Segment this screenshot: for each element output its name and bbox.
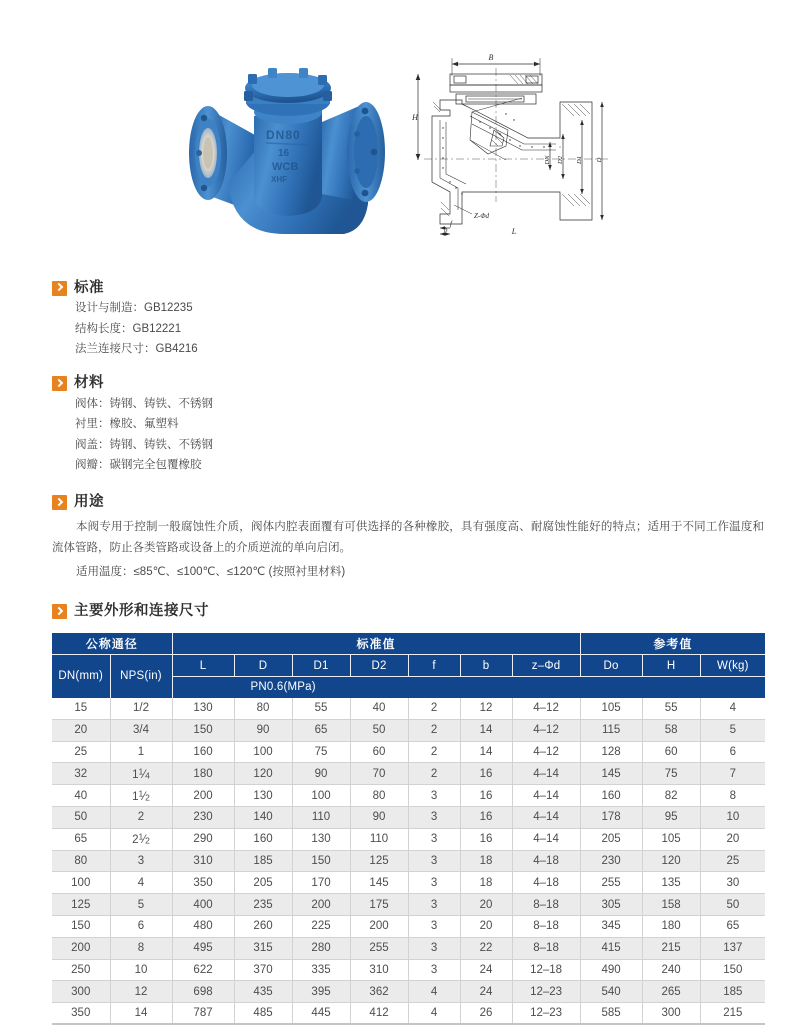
chevron-right-icon — [52, 495, 67, 510]
table-cell-w-kg: 65 — [700, 915, 765, 937]
table-cell-b: 16 — [460, 785, 512, 807]
table-cell-dn-mm: 50 — [52, 806, 110, 828]
table-body — [52, 698, 765, 1025]
table-cell-h: 215 — [642, 937, 700, 959]
table-cell-d1: 280 — [292, 937, 350, 959]
table-cell-d2: 70 — [350, 763, 408, 785]
table-row — [52, 981, 765, 1003]
table-row — [52, 806, 765, 828]
table-cell-d2: 80 — [350, 785, 408, 807]
table-cell-b: 12 — [460, 698, 512, 720]
table-cell-w-kg: 8 — [700, 785, 765, 807]
section-usage — [0, 493, 800, 583]
table-cell-f: 3 — [408, 828, 460, 850]
table-cell-b: 14 — [460, 741, 512, 763]
table-cell-w-kg: 137 — [700, 937, 765, 959]
table-cell-do: 585 — [580, 1003, 642, 1025]
spec-line: 法兰连接尺寸：GB4216 — [75, 339, 800, 360]
table-cell-do: 205 — [580, 828, 642, 850]
table-cell-h: 58 — [642, 719, 700, 741]
col-header-dn: DN(mm) — [52, 655, 110, 698]
table-cell-w-kg: 7 — [700, 763, 765, 785]
col-header-d1: D1 — [292, 655, 350, 677]
group-header-nominal-diameter: 公称通径 — [52, 633, 172, 655]
table-cell-h: 120 — [642, 850, 700, 872]
usage-heading — [52, 493, 800, 513]
table-row — [52, 763, 765, 785]
table-head — [52, 633, 765, 698]
svg-text:f: f — [450, 220, 453, 228]
table-cell-d1: 200 — [292, 894, 350, 916]
table-cell-f: 3 — [408, 894, 460, 916]
table-cell-nps-in: $1^1⁄_2$ — [110, 785, 172, 807]
table-cell-h: 265 — [642, 981, 700, 1003]
section-dimensions — [0, 602, 800, 622]
table-cell-f: 2 — [408, 741, 460, 763]
chevron-right-icon — [52, 604, 67, 619]
col-header-f: f — [408, 655, 460, 677]
table-cell-l: 130 — [172, 698, 234, 720]
table-cell-dn-mm: 32 — [52, 763, 110, 785]
table-cell-w-kg: 215 — [700, 1003, 765, 1025]
standard-list — [52, 298, 800, 360]
svg-text:B: B — [489, 53, 494, 62]
table-cell-nps-in: 4 — [110, 872, 172, 894]
table-cell-dn-mm: 300 — [52, 981, 110, 1003]
table-cell-d1: 55 — [292, 698, 350, 720]
table-cell-w-kg: 4 — [700, 698, 765, 720]
material-heading — [52, 374, 800, 394]
dimensions-heading — [52, 602, 800, 622]
table-cell-d1: 335 — [292, 959, 350, 981]
table-cell-d2: 40 — [350, 698, 408, 720]
table-cell-w-kg: 6 — [700, 741, 765, 763]
table-group-header-row — [52, 633, 765, 655]
table-cell-h: 240 — [642, 959, 700, 981]
dimensions-title: 主要外形和连接尺寸 — [74, 604, 209, 619]
table-column-header-row — [52, 655, 765, 677]
table-cell-w-kg: 50 — [700, 894, 765, 916]
table-cell-b: 24 — [460, 959, 512, 981]
table-cell-l: 350 — [172, 872, 234, 894]
table-cell-do: 255 — [580, 872, 642, 894]
table-cell-l: 200 — [172, 785, 234, 807]
table-cell-d1: 395 — [292, 981, 350, 1003]
svg-text:H: H — [411, 113, 419, 122]
table-cell-d1: 65 — [292, 719, 350, 741]
table-cell-d2: 310 — [350, 959, 408, 981]
table-cell-dn-mm: 250 — [52, 959, 110, 981]
table-cell-b: 16 — [460, 763, 512, 785]
table-cell-do: 160 — [580, 785, 642, 807]
table-cell-d2: 125 — [350, 850, 408, 872]
table-cell-d: 120 — [234, 763, 292, 785]
col-header-w: W(kg) — [700, 655, 765, 677]
spec-line: 阀瓣：碳钢完全包覆橡胶 — [75, 455, 800, 476]
table-cell-d: 235 — [234, 894, 292, 916]
table-cell-h: 82 — [642, 785, 700, 807]
table-cell-z-d: 4–14 — [512, 785, 580, 807]
svg-text:D: D — [596, 157, 603, 163]
table-cell-d2: 362 — [350, 981, 408, 1003]
table-cell-d: 185 — [234, 850, 292, 872]
table-cell-l: 400 — [172, 894, 234, 916]
svg-text:DN80: DN80 — [266, 128, 301, 142]
svg-text:b: b — [444, 226, 448, 234]
usage-paragraph: 本阀专用于控制一般腐蚀性介质，阀体内腔表面覆有可供选择的各种橡胶，具有强度高、耐腐蚀性能好的特点；适用于不同工作温度和流体管路，防止各类管路或设备上的介质逆流的单向启闭。 — [52, 517, 800, 559]
table-cell-d: 485 — [234, 1003, 292, 1025]
table-cell-f: 3 — [408, 850, 460, 872]
table-cell-f: 2 — [408, 698, 460, 720]
table-cell-d1: 100 — [292, 785, 350, 807]
table-cell-l: 150 — [172, 719, 234, 741]
svg-text:16: 16 — [278, 148, 290, 159]
table-cell-nps-in: $2^1⁄_2$ — [110, 828, 172, 850]
table-cell-do: 105 — [580, 698, 642, 720]
svg-text:L: L — [511, 227, 517, 236]
table-cell-do: 345 — [580, 915, 642, 937]
table-cell-z-d: 12–23 — [512, 1003, 580, 1025]
table-cell-d2: 145 — [350, 872, 408, 894]
table-cell-w-kg: 150 — [700, 959, 765, 981]
table-cell-do: 178 — [580, 806, 642, 828]
table-cell-dn-mm: 15 — [52, 698, 110, 720]
table-cell-f: 3 — [408, 872, 460, 894]
table-cell-h: 60 — [642, 741, 700, 763]
table-cell-z-d: 12–18 — [512, 959, 580, 981]
table-cell-d: 260 — [234, 915, 292, 937]
table-cell-h: 180 — [642, 915, 700, 937]
table-cell-l: 480 — [172, 915, 234, 937]
table-row — [52, 872, 765, 894]
table-cell-f: 3 — [408, 785, 460, 807]
table-cell-b: 16 — [460, 806, 512, 828]
pressure-rating-band: PN0.6(MPa) — [172, 677, 765, 698]
table-cell-h: 75 — [642, 763, 700, 785]
table-cell-w-kg: 30 — [700, 872, 765, 894]
table-cell-dn-mm: 80 — [52, 850, 110, 872]
table-cell-do: 145 — [580, 763, 642, 785]
chevron-right-icon — [52, 376, 67, 391]
spec-line: 阀盖：铸钢、铸铁、不锈钢 — [75, 435, 800, 456]
table-cell-b: 18 — [460, 872, 512, 894]
table-cell-d: 435 — [234, 981, 292, 1003]
table-cell-d: 140 — [234, 806, 292, 828]
table-cell-d: 205 — [234, 872, 292, 894]
table-row — [52, 719, 765, 741]
col-header-nps: NPS(in) — [110, 655, 172, 698]
dimensions-table-wrap — [0, 633, 800, 1025]
table-cell-b: 20 — [460, 915, 512, 937]
table-cell-f: 2 — [408, 719, 460, 741]
table-cell-dn-mm: 65 — [52, 828, 110, 850]
svg-text:D2: D2 — [557, 155, 564, 165]
table-row — [52, 785, 765, 807]
col-header-l: L — [172, 655, 234, 677]
table-cell-d: 160 — [234, 828, 292, 850]
table-cell-d1: 445 — [292, 1003, 350, 1025]
table-cell-d: 130 — [234, 785, 292, 807]
table-cell-z-d: 4–14 — [512, 828, 580, 850]
table-cell-d: 80 — [234, 698, 292, 720]
table-cell-d2: 412 — [350, 1003, 408, 1025]
table-cell-w-kg: 25 — [700, 850, 765, 872]
table-row — [52, 741, 765, 763]
table-cell-d1: 75 — [292, 741, 350, 763]
table-cell-f: 3 — [408, 915, 460, 937]
valve-photo — [168, 44, 418, 254]
table-row — [52, 915, 765, 937]
col-header-h: H — [642, 655, 700, 677]
group-header-reference-values: 参考值 — [580, 633, 765, 655]
table-cell-dn-mm: 100 — [52, 872, 110, 894]
table-cell-f: 2 — [408, 763, 460, 785]
table-cell-l: 230 — [172, 806, 234, 828]
svg-text:WCB: WCB — [272, 161, 298, 173]
table-cell-f: 3 — [408, 806, 460, 828]
table-cell-z-d: 4–14 — [512, 806, 580, 828]
table-cell-z-d: 12–23 — [512, 981, 580, 1003]
table-cell-do: 540 — [580, 981, 642, 1003]
table-cell-h: 55 — [642, 698, 700, 720]
table-cell-f: 3 — [408, 959, 460, 981]
col-header-b: b — [460, 655, 512, 677]
table-row — [52, 850, 765, 872]
table-cell-d2: 90 — [350, 806, 408, 828]
table-cell-dn-mm: 20 — [52, 719, 110, 741]
spec-line: 设计与制造：GB12235 — [75, 298, 800, 319]
section-material — [0, 374, 800, 476]
table-cell-z-d: 4–18 — [512, 872, 580, 894]
table-cell-dn-mm: 150 — [52, 915, 110, 937]
table-cell-nps-in: 5 — [110, 894, 172, 916]
table-cell-l: 180 — [172, 763, 234, 785]
spec-line: 结构长度：GB12221 — [75, 319, 800, 340]
table-row — [52, 828, 765, 850]
table-cell-f: 4 — [408, 1003, 460, 1025]
section-standard — [0, 278, 800, 360]
col-header-do: Do — [580, 655, 642, 677]
table-cell-l: 160 — [172, 741, 234, 763]
table-cell-l: 495 — [172, 937, 234, 959]
table-cell-d: 90 — [234, 719, 292, 741]
svg-text:XHF: XHF — [271, 175, 287, 184]
usage-title: 用途 — [74, 495, 104, 510]
table-cell-d1: 170 — [292, 872, 350, 894]
chevron-right-icon — [52, 281, 67, 296]
table-cell-h: 300 — [642, 1003, 700, 1025]
table-cell-d2: 110 — [350, 828, 408, 850]
table-cell-nps-in: 6 — [110, 915, 172, 937]
table-cell-h: 158 — [642, 894, 700, 916]
table-cell-dn-mm: 350 — [52, 1003, 110, 1025]
standard-title: 标准 — [74, 281, 104, 296]
table-cell-b: 22 — [460, 937, 512, 959]
table-cell-do: 230 — [580, 850, 642, 872]
table-cell-nps-in: 14 — [110, 1003, 172, 1025]
table-cell-z-d: 4–18 — [512, 850, 580, 872]
svg-text:D1: D1 — [576, 156, 583, 165]
table-cell-do: 490 — [580, 959, 642, 981]
spec-line: 衬里：橡胶、氟塑料 — [75, 414, 800, 435]
table-cell-d2: 255 — [350, 937, 408, 959]
table-cell-z-d: 4–12 — [512, 741, 580, 763]
table-cell-w-kg: 10 — [700, 806, 765, 828]
table-cell-f: 3 — [408, 937, 460, 959]
table-cell-w-kg: 185 — [700, 981, 765, 1003]
col-header-zphid: z–Φd — [512, 655, 580, 677]
group-header-standard-values: 标准值 — [172, 633, 580, 655]
table-cell-do: 305 — [580, 894, 642, 916]
table-cell-l: 622 — [172, 959, 234, 981]
table-cell-nps-in: 10 — [110, 959, 172, 981]
table-cell-d: 100 — [234, 741, 292, 763]
table-cell-nps-in: 12 — [110, 981, 172, 1003]
table-cell-d2: 200 — [350, 915, 408, 937]
table-cell-h: 105 — [642, 828, 700, 850]
table-cell-nps-in: 2 — [110, 806, 172, 828]
table-cell-nps-in: 1 — [110, 741, 172, 763]
table-cell-w-kg: 20 — [700, 828, 765, 850]
table-row — [52, 698, 765, 720]
spec-line: 阀体：铸钢、铸铁、不锈钢 — [75, 394, 800, 415]
table-cell-l: 310 — [172, 850, 234, 872]
table-cell-z-d: 4–12 — [512, 698, 580, 720]
table-cell-z-d: 8–18 — [512, 894, 580, 916]
table-cell-d1: 225 — [292, 915, 350, 937]
table-cell-d1: 90 — [292, 763, 350, 785]
usage-temperature: 适用温度：≤85℃、≤100℃、≤120℃ (按照衬里材料) — [52, 562, 800, 583]
table-cell-nps-in: 1/2 — [110, 698, 172, 720]
table-cell-w-kg: 5 — [700, 719, 765, 741]
col-header-d2: D2 — [350, 655, 408, 677]
table-row — [52, 894, 765, 916]
table-cell-d1: 150 — [292, 850, 350, 872]
table-cell-z-d: 8–18 — [512, 937, 580, 959]
dimensions-table — [52, 633, 765, 1025]
table-cell-dn-mm: 25 — [52, 741, 110, 763]
table-cell-h: 95 — [642, 806, 700, 828]
col-header-d: D — [234, 655, 292, 677]
table-cell-d: 370 — [234, 959, 292, 981]
table-row — [52, 937, 765, 959]
table-cell-d: 315 — [234, 937, 292, 959]
table-cell-b: 26 — [460, 1003, 512, 1025]
table-cell-l: 787 — [172, 1003, 234, 1025]
table-cell-d2: 60 — [350, 741, 408, 763]
table-cell-nps-in: 8 — [110, 937, 172, 959]
svg-text:DN: DN — [544, 155, 551, 166]
table-cell-d1: 130 — [292, 828, 350, 850]
valve-drawing — [410, 42, 635, 237]
table-cell-b: 24 — [460, 981, 512, 1003]
material-title: 材料 — [74, 376, 104, 391]
table-cell-b: 18 — [460, 850, 512, 872]
table-cell-dn-mm: 200 — [52, 937, 110, 959]
table-cell-z-d: 4–12 — [512, 719, 580, 741]
table-cell-d1: 110 — [292, 806, 350, 828]
svg-text:Z-Φd: Z-Φd — [474, 212, 490, 220]
table-cell-z-d: 4–14 — [512, 763, 580, 785]
table-cell-b: 14 — [460, 719, 512, 741]
figures-area — [0, 0, 800, 262]
table-cell-l: 698 — [172, 981, 234, 1003]
table-cell-b: 20 — [460, 894, 512, 916]
table-cell-do: 115 — [580, 719, 642, 741]
table-cell-z-d: 8–18 — [512, 915, 580, 937]
table-cell-l: 290 — [172, 828, 234, 850]
table-row — [52, 1003, 765, 1025]
table-cell-nps-in: 3 — [110, 850, 172, 872]
table-cell-do: 128 — [580, 741, 642, 763]
table-row — [52, 959, 765, 981]
table-cell-nps-in: 3/4 — [110, 719, 172, 741]
table-cell-nps-in: $1^1⁄_4$ — [110, 763, 172, 785]
table-cell-b: 16 — [460, 828, 512, 850]
material-list — [52, 394, 800, 476]
table-cell-d2: 175 — [350, 894, 408, 916]
standard-heading — [52, 278, 800, 298]
table-cell-dn-mm: 40 — [52, 785, 110, 807]
table-cell-h: 135 — [642, 872, 700, 894]
table-cell-f: 4 — [408, 981, 460, 1003]
table-cell-dn-mm: 125 — [52, 894, 110, 916]
table-cell-do: 415 — [580, 937, 642, 959]
table-cell-d2: 50 — [350, 719, 408, 741]
